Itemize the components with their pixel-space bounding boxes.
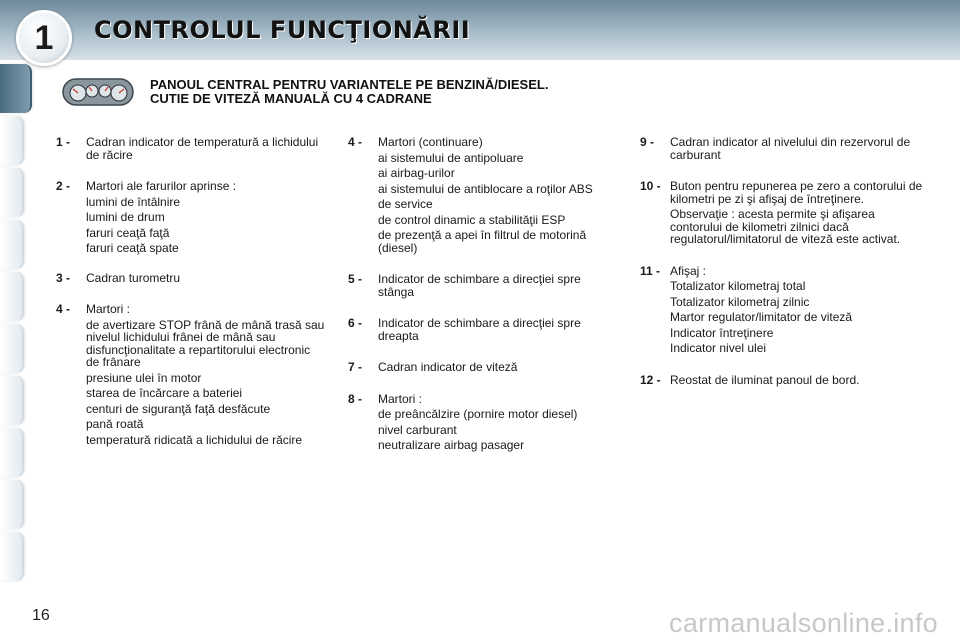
legend-column-3 bbox=[640, 136, 930, 389]
legend-entry-body bbox=[378, 393, 618, 455]
legend-entry bbox=[640, 374, 930, 390]
side-tab[interactable] bbox=[0, 324, 24, 373]
legend-entry-line: faruri ceaţă faţă bbox=[86, 225, 170, 240]
legend-entry-line: Indicator întreţinere bbox=[670, 325, 774, 340]
legend-entry-body bbox=[378, 317, 618, 345]
legend-entry-number: 7 - bbox=[348, 360, 363, 374]
legend-entry-body bbox=[86, 303, 326, 449]
legend-entry bbox=[56, 180, 326, 258]
legend-column-1 bbox=[56, 136, 326, 449]
legend-entry bbox=[348, 273, 618, 301]
legend-entry-line: temperatură ridicată a lichidului de răcire bbox=[86, 432, 303, 447]
side-tab[interactable] bbox=[0, 116, 24, 165]
legend-entry-line: Observaţie : acesta permite şi afişarea contorului de kilometri zilnici dacă regulatorul/limitatorul de viteză este activat. bbox=[670, 207, 901, 246]
legend-entry-number: 9 - bbox=[640, 135, 655, 149]
legend-entry-line: Reostat de iluminat panoul de bord. bbox=[670, 372, 860, 387]
legend-entry-line: Indicator de schimbare a direcţiei spre dreapta bbox=[378, 316, 581, 343]
legend-entry-body bbox=[670, 180, 930, 249]
legend-entry-line: de preâncălzire (pornire motor diesel) bbox=[378, 407, 578, 421]
side-tab[interactable] bbox=[0, 220, 24, 269]
legend-entry-line: Indicator de schimbare a direcţiei spre stânga bbox=[378, 272, 581, 299]
legend-entry-line: de service bbox=[378, 197, 433, 211]
legend-entry-line: de prezenţă a apei în filtrul de motorină (diesel) bbox=[378, 228, 587, 255]
legend-entry-body bbox=[86, 272, 326, 288]
legend-entry-line: pană roată bbox=[86, 417, 144, 431]
legend-entry-line: starea de încărcare a bateriei bbox=[86, 386, 243, 400]
legend-entry-line: ai airbag-urilor bbox=[378, 166, 455, 180]
legend-entry-line: centuri de siguranţă faţă desfăcute bbox=[86, 401, 271, 416]
legend-entry-line: ai sistemului de antipoluare bbox=[378, 150, 524, 165]
legend-entry-line: Martori (continuare) bbox=[378, 135, 483, 149]
legend-entry-line: lumini de întâlnire bbox=[86, 194, 181, 209]
legend-entry bbox=[56, 303, 326, 449]
legend-entry-line: Cadran indicator de temperatură a lichidului de răcire bbox=[86, 135, 319, 162]
side-tab[interactable] bbox=[0, 272, 24, 321]
legend-entry bbox=[640, 180, 930, 249]
legend-entry-number: 8 - bbox=[348, 391, 363, 406]
legend-entry bbox=[348, 361, 618, 377]
legend-entry-number: 4 - bbox=[56, 302, 71, 316]
legend-entry bbox=[348, 136, 618, 257]
legend-entry bbox=[56, 136, 326, 164]
side-tabs bbox=[0, 64, 32, 576]
side-tab-active[interactable] bbox=[0, 64, 32, 113]
legend-entry-body bbox=[670, 374, 930, 390]
side-tab[interactable] bbox=[0, 376, 24, 425]
instrument-panel-icon bbox=[62, 78, 134, 106]
legend-entry-body bbox=[86, 136, 326, 164]
legend-entry-line: Totalizator kilometraj zilnic bbox=[670, 294, 810, 309]
legend-entry-number: 2 - bbox=[56, 179, 71, 193]
legend-entry-body bbox=[86, 180, 326, 258]
legend-entry-line: de avertizare STOP frână de mână trasă sau nivelul lichidului frânei de mână sau disfuncţionalitate a repartitorului electronic de frânare bbox=[86, 317, 325, 369]
page-number: 16 bbox=[32, 607, 50, 624]
legend-entry-line: Martori ale farurilor aprinse : bbox=[86, 179, 237, 193]
legend-entry-line: de control dinamic a stabilităţii ESP bbox=[378, 212, 566, 227]
legend-entry-number: 6 - bbox=[348, 316, 363, 330]
legend-entry-line: Cadran indicator al nivelului din rezervorul de carburant bbox=[670, 135, 911, 162]
legend-entry-line: neutralizare airbag pasager bbox=[378, 438, 525, 452]
legend-entry-line: Cadran indicator de viteză bbox=[378, 360, 518, 374]
legend-entry-line: Martori : bbox=[86, 302, 131, 316]
legend-entry-line: faruri ceaţă spate bbox=[86, 241, 179, 255]
section-title-line2: CUTIE DE VITEZĂ MANUALĂ CU 4 CADRANE bbox=[150, 91, 432, 106]
legend-entry-line: Totalizator kilometraj total bbox=[670, 279, 806, 293]
legend-entry-line: nivel carburant bbox=[378, 422, 457, 437]
legend-entry-number: 3 - bbox=[56, 270, 71, 285]
side-tab[interactable] bbox=[0, 532, 24, 581]
legend-entry-body bbox=[378, 361, 618, 377]
legend-entry bbox=[56, 272, 326, 288]
legend-entry bbox=[640, 265, 930, 358]
legend-entry-number: 12 - bbox=[640, 372, 661, 387]
legend-entry-line: Cadran turometru bbox=[86, 270, 181, 285]
chapter-title: CONTROLUL FUNCŢIONĂRII bbox=[94, 16, 471, 44]
legend-entry-number: 5 - bbox=[348, 272, 363, 286]
legend-entry-line: ai sistemului de antiblocare a roţilor ABS bbox=[378, 181, 593, 196]
legend-entry-line: Indicator nivel ulei bbox=[670, 341, 767, 355]
section-title-line1: PANOUL CENTRAL PENTRU VARIANTELE PE BENZINĂ/DIESEL. bbox=[150, 77, 549, 92]
watermark: carmanualsonline.info bbox=[669, 608, 938, 638]
side-tab[interactable] bbox=[0, 428, 24, 477]
section-title bbox=[150, 78, 548, 106]
legend-entry-line: Martor regulator/limitator de viteză bbox=[670, 310, 853, 324]
legend-entry-number: 10 - bbox=[640, 179, 661, 193]
side-tab[interactable] bbox=[0, 480, 24, 529]
legend-entry-body bbox=[670, 136, 930, 164]
legend-entry-body bbox=[378, 273, 618, 301]
legend-entry bbox=[348, 393, 618, 455]
legend-entry-body bbox=[378, 136, 618, 257]
legend-column-2 bbox=[348, 136, 618, 455]
legend-entry-number: 11 - bbox=[640, 263, 661, 278]
legend-entry-line: presiune ulei în motor bbox=[86, 370, 202, 385]
legend-entry bbox=[348, 317, 618, 345]
legend-entry-body bbox=[670, 265, 930, 358]
legend-entry-number: 4 - bbox=[348, 135, 363, 149]
legend-entry-line: Buton pentru repunerea pe zero a contorului de kilometri pe zi şi afişaj de întreţinere. bbox=[670, 179, 923, 206]
side-tab[interactable] bbox=[0, 168, 24, 217]
legend-entry-line: Martori : bbox=[378, 391, 423, 406]
legend-entry bbox=[640, 136, 930, 164]
chapter-badge: 1 bbox=[16, 10, 72, 66]
legend-entry-number: 1 - bbox=[56, 135, 71, 149]
legend-entry-line: lumini de drum bbox=[86, 210, 165, 224]
legend-entry-line: Afişaj : bbox=[670, 263, 707, 278]
